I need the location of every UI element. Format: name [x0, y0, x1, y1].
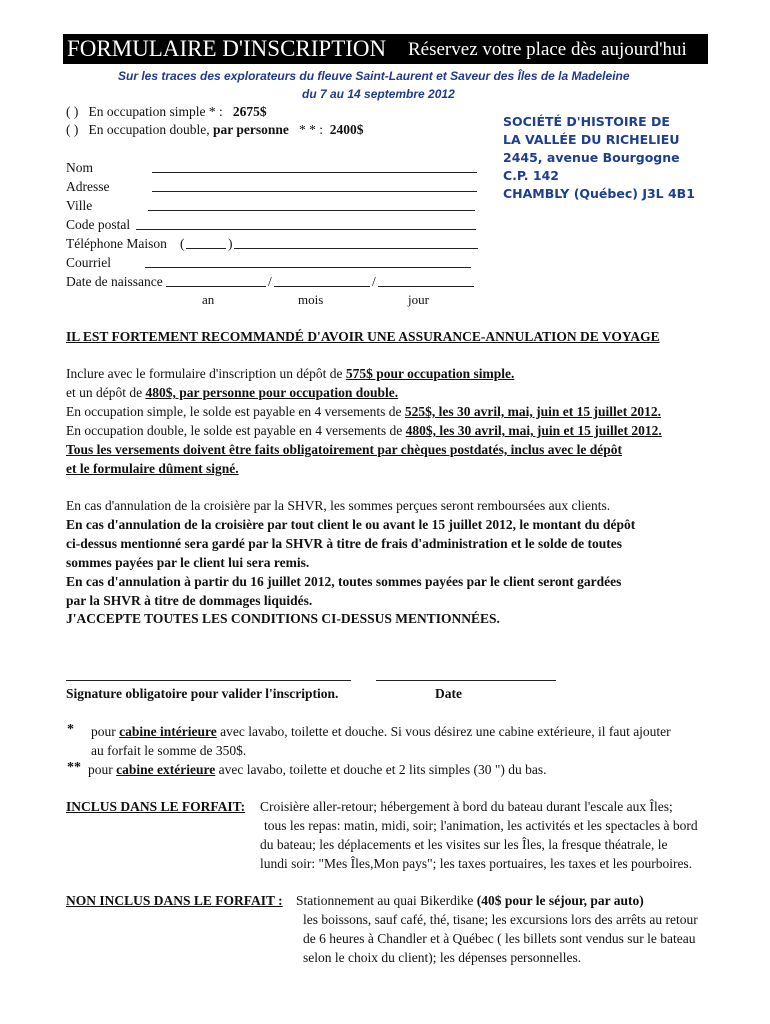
- label-mois: mois: [298, 292, 324, 307]
- included-line-2: tous les repas: matin, midi, soir; l'animation, les activités et les spectacles à bord: [264, 818, 698, 833]
- deposit-line-4: [66, 423, 662, 439]
- note-marker-2: **: [67, 760, 81, 775]
- checkbox-simple[interactable]: ( ): [66, 104, 79, 119]
- label-adresse: Adresse: [66, 179, 110, 194]
- option-double[interactable]: [66, 122, 364, 138]
- note-1-desc: avec lavabo, toilette et douche. Si vous désirez une cabine extérieure, il faut ajouter: [220, 724, 671, 739]
- note-2-desc: avec lavabo, toilette et douche et 2 lits simples (30 ") du bas.: [218, 762, 547, 777]
- not-included-parking: Stationnement au quai Bikerdike: [296, 893, 474, 908]
- signature-field[interactable]: [66, 668, 351, 681]
- not-included-parking-price: (40$ pour le séjour, par auto): [476, 893, 644, 908]
- note-line-1: [91, 724, 671, 740]
- label-code-postal: Code postal: [66, 217, 131, 232]
- included-line-3: du bateau; les déplacements et les visites sur les Îles, la fresque théatrale, le: [260, 837, 668, 852]
- adresse-field[interactable]: [152, 179, 477, 192]
- telephone-field[interactable]: [234, 236, 478, 249]
- cancel-line-4: sommes payées par le client lui sera remis.: [66, 555, 310, 570]
- birth-month-field[interactable]: [274, 274, 370, 287]
- ville-field[interactable]: [148, 198, 475, 211]
- label-nom: Nom: [66, 160, 93, 175]
- balance-amount-simple: 525$, les 30 avril, mai, juin et 15 juillet 2012.: [404, 404, 662, 419]
- date-separator-2: /: [372, 274, 376, 289]
- deposit-text-2: et un dépôt de: [66, 385, 143, 400]
- balance-text-simple: En occupation simple, le solde est payable en 4 versements de: [66, 404, 402, 419]
- trip-dates: du 7 au 14 septembre 2012: [302, 87, 455, 101]
- checkbox-double[interactable]: ( ): [66, 122, 79, 137]
- deposit-line-1: [66, 366, 514, 382]
- note-marker-1: *: [67, 722, 74, 737]
- deposit-line-5: Tous les versements doivent être faits obligatoirement par chèques postdatés, inclus avec le dépôt: [66, 442, 622, 457]
- insurance-heading: IL EST FORTEMENT RECOMMANDÉ D'AVOIR UNE ASSURANCE-ANNULATION DE VOYAGE: [66, 329, 660, 344]
- note-1-pour: pour: [91, 724, 116, 739]
- cancel-line-1: En cas d'annulation de la croisière par la SHVR, les sommes perçues seront remboursées aux clients.: [66, 498, 611, 513]
- label-telephone: Téléphone Maison: [66, 236, 167, 251]
- deposit-text-1: Inclure avec le formulaire d'inscription un dépôt de: [66, 366, 343, 381]
- tel-area-open: (: [180, 236, 185, 251]
- label-ville: Ville: [66, 198, 93, 213]
- not-included-line-2: les boissons, sauf café, thé, tisane; les excursions lors des arrêts au retour: [303, 912, 698, 927]
- deposit-line-6: et le formulaire dûment signé.: [66, 461, 239, 476]
- note-line-2: [88, 762, 547, 778]
- form-subtitle: Réservez votre place dès aujourd'hui: [408, 39, 687, 60]
- cancel-line-2: En cas d'annulation de la croisière par tout client le ou avant le 15 juillet 2012, le montant du dépôt: [66, 517, 636, 532]
- note-line-1b: au forfait le somme de 350$.: [91, 743, 247, 758]
- option-simple-price: 2675$: [232, 104, 267, 119]
- org-line-3: 2445, avenue Bourgogne: [503, 150, 680, 165]
- organization-address: [503, 113, 695, 203]
- birth-year-field[interactable]: [166, 274, 266, 287]
- tel-area-close: ): [228, 236, 233, 251]
- tel-area-code-field[interactable]: [186, 236, 226, 249]
- deposit-line-2: [66, 385, 398, 401]
- not-included-line-4: selon le choix du client); les dépenses personnelles.: [303, 950, 582, 965]
- org-line-5: CHAMBLY (Québec) J3L 4B1: [503, 186, 695, 201]
- cancel-line-6: par la SHVR à titre de dommages liquidés.: [66, 593, 313, 608]
- deposit-amount-simple: 575$ pour occupation simple.: [345, 366, 515, 381]
- form-title: FORMULAIRE D'INSCRIPTION: [67, 36, 387, 61]
- signature-label: Signature obligatoire pour valider l'inscription.: [66, 686, 339, 701]
- option-simple-label: En occupation simple * :: [88, 104, 223, 119]
- option-double-label: En occupation double,: [88, 122, 210, 137]
- signature-date-label: Date: [435, 686, 462, 701]
- included-line-4: lundi soir: "Mes Îles,Mon pays"; les taxes portuaires, les taxes et les pourboires.: [260, 856, 693, 871]
- option-double-stars: * * :: [298, 122, 323, 137]
- included-line-1: Croisière aller-retour; hébergement à bord du bateau durant l'escale aux Îles;: [260, 799, 673, 814]
- trip-name: Sur les traces des explorateurs du fleuve Saint-Laurent et Saveur des Îles de la Madeleine: [118, 69, 630, 83]
- accept-conditions: J'ACCEPTE TOUTES LES CONDITIONS CI-DESSUS MENTIONNÉES.: [66, 611, 500, 626]
- cancel-line-5: En cas d'annulation à partir du 16 juillet 2012, toutes sommes payées par le client seront gardées: [66, 574, 622, 589]
- org-line-2: LA VALLÉE DU RICHELIEU: [503, 132, 680, 147]
- not-included-line-3: de 6 heures à Chandler et à Québec ( les billets sont vendus sur le bateau: [303, 931, 696, 946]
- included-heading: INCLUS DANS LE FORFAIT:: [66, 799, 246, 814]
- code-postal-field[interactable]: [136, 217, 476, 230]
- not-included-heading: NON INCLUS DANS LE FORFAIT :: [66, 893, 283, 908]
- note-2-pour: pour: [88, 762, 113, 777]
- courriel-field[interactable]: [145, 255, 471, 268]
- cancel-line-3: ci-dessus mentionné sera gardé par la SHVR à titre de frais d'administration et le solde de toutes: [66, 536, 622, 551]
- label-date-naissance: Date de naissance: [66, 274, 163, 289]
- birth-day-field[interactable]: [378, 274, 474, 287]
- note-1-cabin-type: cabine intérieure: [119, 724, 217, 739]
- label-jour: jour: [408, 292, 429, 307]
- org-line-1: SOCIÉTÉ D'HISTOIRE DE: [503, 114, 670, 129]
- note-2-cabin-type: cabine extérieure: [116, 762, 216, 777]
- label-an: an: [202, 292, 215, 307]
- deposit-amount-double: 480$, par personne pour occupation double.: [145, 385, 399, 400]
- balance-text-double: En occupation double, le solde est payable en 4 versements de: [66, 423, 403, 438]
- date-separator-1: /: [268, 274, 272, 289]
- signature-date-field[interactable]: [376, 668, 556, 681]
- option-simple[interactable]: [66, 104, 267, 120]
- option-double-per-person: par personne: [212, 122, 289, 137]
- label-courriel: Courriel: [66, 255, 111, 270]
- title-bar: [63, 34, 708, 64]
- not-included-line-1: [296, 893, 644, 909]
- deposit-line-3: [66, 404, 661, 420]
- org-line-4: C.P. 142: [503, 168, 559, 183]
- balance-amount-double: 480$, les 30 avril, mai, juin et 15 juillet 2012.: [405, 423, 662, 438]
- nom-field[interactable]: [152, 160, 477, 173]
- option-double-price: 2400$: [329, 122, 364, 137]
